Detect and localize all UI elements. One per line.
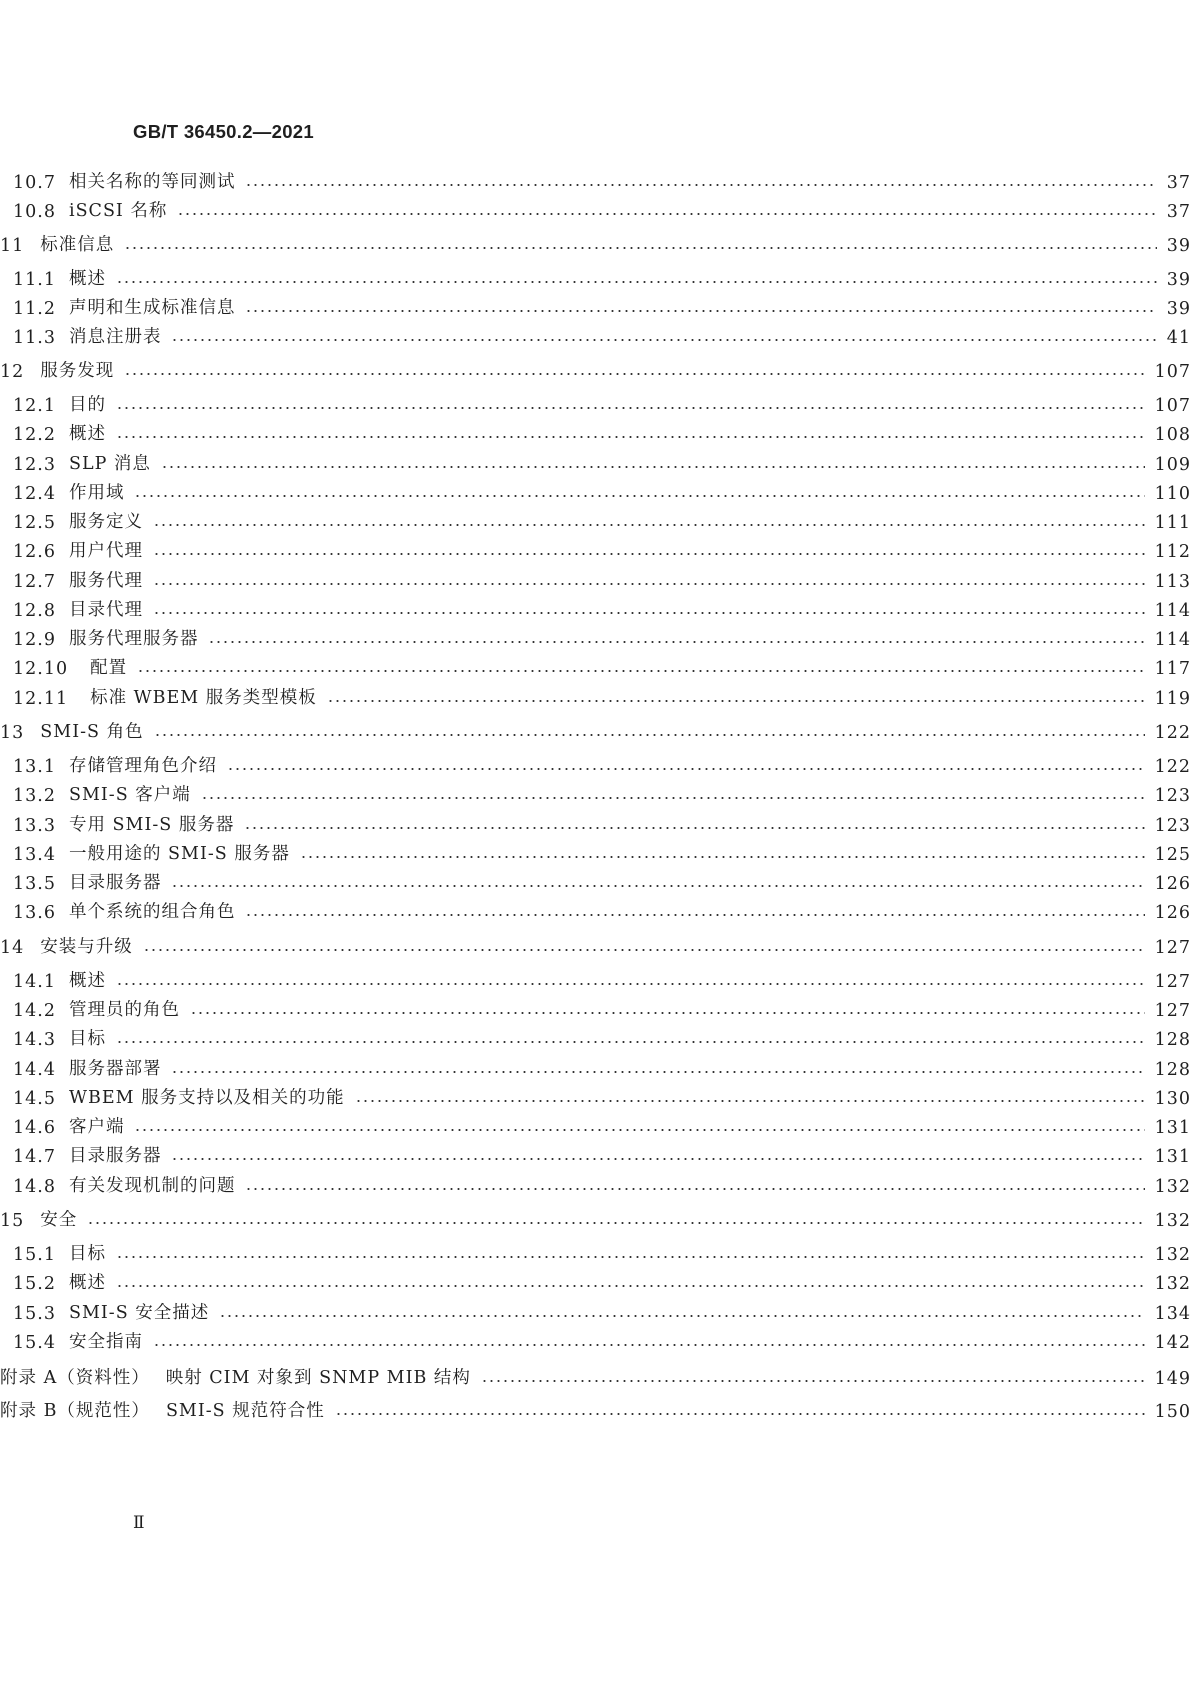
- toc-leader: [116, 281, 1157, 283]
- toc-title: 配置: [90, 658, 128, 678]
- toc-entry-13-1[interactable]: [0, 747, 1191, 777]
- toc-leader: [116, 1256, 1145, 1258]
- toc-leader: [171, 339, 1156, 341]
- toc-number: 15.1: [13, 1245, 56, 1265]
- toc-number: 12.5: [13, 513, 56, 533]
- toc-title: 服务代理: [68, 571, 143, 591]
- toc-page: 142: [1154, 1333, 1191, 1353]
- toc-title: SMI-S 安全描述: [68, 1303, 210, 1323]
- toc-page: 117: [1154, 659, 1191, 679]
- toc-leader: [116, 983, 1145, 985]
- toc-title: 概述: [68, 1273, 106, 1293]
- toc-leader: [335, 1413, 1145, 1415]
- toc-page: 149: [1154, 1369, 1191, 1389]
- toc-leader: [355, 1100, 1145, 1102]
- toc-title: 声明和生成标准信息: [68, 298, 236, 318]
- toc-entry-13-5[interactable]: [0, 864, 1191, 894]
- toc-entry-12-7[interactable]: [0, 562, 1191, 592]
- toc-title: 概述: [68, 269, 106, 289]
- toc-number: 14.2: [13, 1001, 56, 1021]
- toc-title: 目录服务器: [68, 1146, 162, 1166]
- toc-title: SLP 消息: [68, 454, 151, 474]
- toc-entry-15-1[interactable]: [0, 1235, 1191, 1265]
- toc-leader: [300, 856, 1145, 858]
- toc-leader: [177, 213, 1156, 215]
- toc-entry-14[interactable]: [0, 928, 1191, 958]
- toc-leader: [244, 827, 1144, 829]
- toc-title: 标准信息: [40, 235, 115, 255]
- toc-entry-14-5[interactable]: [0, 1079, 1191, 1109]
- toc-number: 13.5: [13, 874, 56, 894]
- toc-leader: [134, 495, 1144, 497]
- toc-entry-12-9[interactable]: [0, 620, 1191, 650]
- toc-number: 13.6: [13, 903, 56, 923]
- toc-page: 127: [1154, 938, 1191, 958]
- toc-entry-10-8[interactable]: [0, 192, 1191, 222]
- toc-page: 131: [1154, 1147, 1191, 1167]
- toc-number: 11.3: [13, 328, 56, 348]
- toc-leader: [134, 1129, 1144, 1131]
- toc-title: 安全: [40, 1210, 78, 1230]
- toc-entry-14-7[interactable]: [0, 1137, 1191, 1167]
- toc-leader: [161, 466, 1145, 468]
- toc-page: 132: [1154, 1177, 1191, 1197]
- toc-entry-14-3[interactable]: [0, 1020, 1191, 1050]
- toc-leader: [153, 583, 1145, 585]
- toc-leader: [124, 373, 1144, 375]
- toc-leader: [153, 553, 1145, 555]
- page-number: Ⅱ: [133, 1513, 145, 1533]
- toc-leader: [171, 1158, 1144, 1160]
- toc-number: 15.3: [13, 1304, 56, 1324]
- document-header: GB/T 36450.2—2021: [133, 121, 314, 142]
- toc-page: 132: [1154, 1211, 1191, 1231]
- toc-number: 11.2: [13, 299, 56, 319]
- toc-number: 13.4: [13, 845, 56, 865]
- toc-entry-12-5[interactable]: [0, 503, 1191, 533]
- toc-number: 13.2: [13, 786, 56, 806]
- toc-page: 114: [1154, 630, 1191, 650]
- toc-entry-13-3[interactable]: [0, 806, 1191, 836]
- toc-leader: [116, 436, 1145, 438]
- toc-title: 用户代理: [68, 541, 143, 561]
- toc-number: 12.8: [13, 601, 56, 621]
- toc-page: 130: [1154, 1089, 1191, 1109]
- toc-page: 39: [1166, 299, 1191, 319]
- toc-title: SMI-S 角色: [40, 722, 144, 742]
- toc-number: 10.8: [13, 202, 56, 222]
- toc-entry-13-2[interactable]: [0, 776, 1191, 806]
- toc-title: 目录服务器: [68, 873, 162, 893]
- toc-page: 150: [1154, 1402, 1191, 1422]
- toc-title: 映射 CIM 对象到 SNMP MIB 结构: [165, 1368, 471, 1388]
- toc-leader: [116, 407, 1145, 409]
- toc-entry-12-8[interactable]: [0, 591, 1191, 621]
- toc-leader: [208, 641, 1144, 643]
- toc-leader: [137, 670, 1144, 672]
- toc-number: 12.7: [13, 572, 56, 592]
- toc-leader: [245, 1188, 1144, 1190]
- toc-number: 15.2: [13, 1274, 56, 1294]
- toc-entry-12-4[interactable]: [0, 474, 1191, 504]
- toc-number: 12.10: [13, 659, 69, 679]
- toc-entry-15-2[interactable]: [0, 1264, 1191, 1294]
- toc-leader: [153, 1344, 1145, 1346]
- toc-leader: [245, 310, 1156, 312]
- toc-page: 39: [1166, 236, 1191, 256]
- toc-page: 132: [1154, 1245, 1191, 1265]
- toc-page: 127: [1154, 1001, 1191, 1021]
- toc-entry-12-11[interactable]: [0, 679, 1191, 709]
- toc-entry-12-10[interactable]: [0, 649, 1191, 679]
- toc-entry-15-4[interactable]: [0, 1323, 1191, 1353]
- toc-number: 14: [0, 938, 25, 958]
- toc-number: 15.4: [13, 1333, 56, 1353]
- toc-title: WBEM 服务支持以及相关的功能: [68, 1088, 345, 1108]
- toc-page: 128: [1154, 1030, 1191, 1050]
- toc-leader: [481, 1380, 1145, 1382]
- toc-page: 107: [1154, 362, 1191, 382]
- toc-leader: [190, 1012, 1145, 1014]
- toc-number: 14.6: [13, 1118, 56, 1138]
- toc-leader: [116, 1041, 1145, 1043]
- toc-entry-13-4[interactable]: [0, 835, 1191, 865]
- toc-page: 37: [1166, 202, 1191, 222]
- toc-number: 12.9: [13, 630, 56, 650]
- toc-page: 125: [1154, 845, 1191, 865]
- toc-title: 目录代理: [68, 600, 143, 620]
- toc-page: 107: [1154, 396, 1191, 416]
- toc-leader: [154, 734, 1145, 736]
- toc-title: 目标: [68, 1244, 106, 1264]
- toc-page: 126: [1154, 903, 1191, 923]
- toc-entry-14-8[interactable]: [0, 1167, 1191, 1197]
- toc-title: SMI-S 客户端: [68, 785, 191, 805]
- toc-title: 目的: [68, 395, 106, 415]
- toc-title: 消息注册表: [68, 327, 162, 347]
- toc-leader: [171, 1071, 1144, 1073]
- toc-entry-11-2[interactable]: [0, 289, 1191, 319]
- toc-entry-12-1[interactable]: [0, 386, 1191, 416]
- toc-title: 安装与升级: [40, 937, 133, 957]
- toc-number: 11: [0, 236, 25, 256]
- toc-leader: [171, 885, 1144, 887]
- toc-entry-12-2[interactable]: [0, 415, 1191, 445]
- toc-page: 127: [1154, 972, 1191, 992]
- toc-page: 41: [1166, 328, 1191, 348]
- toc-leader: [245, 184, 1156, 186]
- toc-leader: [327, 700, 1145, 702]
- toc-entry-14-6[interactable]: [0, 1108, 1191, 1138]
- toc-title: 概述: [68, 424, 106, 444]
- toc-leader: [143, 949, 1145, 951]
- toc-title: 安全指南: [68, 1332, 143, 1352]
- toc-title: 相关名称的等同测试: [68, 172, 236, 192]
- toc-page: 113: [1154, 572, 1191, 592]
- toc-entry-annex-a[interactable]: [0, 1359, 1191, 1389]
- toc-number: 12.6: [13, 542, 56, 562]
- toc-page: 39: [1166, 270, 1191, 290]
- toc-number: 13.3: [13, 816, 56, 836]
- toc-page: 126: [1154, 874, 1191, 894]
- toc-title: 有关发现机制的问题: [68, 1176, 236, 1196]
- toc-title: 服务定义: [68, 512, 143, 532]
- toc-page: 110: [1154, 484, 1191, 504]
- toc-entry-14-4[interactable]: [0, 1050, 1191, 1080]
- toc-entry-13[interactable]: [0, 713, 1191, 743]
- toc-entry-11-3[interactable]: [0, 318, 1191, 348]
- toc-entry-annex-b[interactable]: [0, 1392, 1191, 1422]
- toc-title: iSCSI 名称: [68, 201, 168, 221]
- toc-number: 附录 B（规范性）: [0, 1401, 150, 1421]
- toc-page: 119: [1154, 689, 1191, 709]
- toc-leader: [245, 914, 1144, 916]
- toc-number: 12.2: [13, 425, 56, 445]
- toc-entry-15-3[interactable]: [0, 1294, 1191, 1324]
- toc-page: 114: [1154, 601, 1191, 621]
- toc-page: 123: [1154, 816, 1191, 836]
- toc-title: SMI-S 规范符合性: [165, 1401, 325, 1421]
- toc-entry-11-1[interactable]: [0, 260, 1191, 290]
- toc-entry-12-6[interactable]: [0, 532, 1191, 562]
- toc-number: 14.1: [13, 972, 56, 992]
- toc-leader: [153, 524, 1145, 526]
- toc-entry-14-2[interactable]: [0, 991, 1191, 1021]
- toc-number: 13.1: [13, 757, 56, 777]
- toc-title: 标准 WBEM 服务类型模板: [90, 688, 317, 708]
- toc-leader: [153, 612, 1145, 614]
- toc-title: 服务代理服务器: [68, 629, 199, 649]
- toc-leader: [124, 247, 1156, 249]
- toc-leader: [201, 797, 1145, 799]
- toc-entry-12[interactable]: [0, 352, 1191, 382]
- toc-title: 单个系统的组合角色: [68, 902, 236, 922]
- toc-entry-14-1[interactable]: [0, 962, 1191, 992]
- toc-page: 128: [1154, 1060, 1191, 1080]
- toc-title: 服务发现: [40, 361, 115, 381]
- toc-page: 108: [1154, 425, 1191, 445]
- toc-entry-13-6[interactable]: [0, 893, 1191, 923]
- toc-leader: [116, 1285, 1145, 1287]
- toc-title: 存储管理角色介绍: [68, 756, 217, 776]
- toc-page: 123: [1154, 786, 1191, 806]
- toc-page: 112: [1154, 542, 1191, 562]
- toc-leader: [227, 768, 1145, 770]
- toc-number: 附录 A（资料性）: [0, 1368, 150, 1388]
- toc-page: 132: [1154, 1274, 1191, 1294]
- toc-title: 客户端: [68, 1117, 125, 1137]
- toc-title: 服务器部署: [68, 1059, 162, 1079]
- toc-number: 10.7: [13, 173, 56, 193]
- toc-page: 131: [1154, 1118, 1191, 1138]
- toc-entry-15[interactable]: [0, 1201, 1191, 1231]
- toc-number: 12.4: [13, 484, 56, 504]
- toc-number: 12.11: [13, 689, 69, 709]
- toc-number: 15: [0, 1211, 25, 1231]
- toc-title: 管理员的角色: [68, 1000, 180, 1020]
- toc-number: 12: [0, 362, 25, 382]
- toc-number: 12.3: [13, 455, 56, 475]
- toc-number: 14.7: [13, 1147, 56, 1167]
- toc-title: 概述: [68, 971, 106, 991]
- toc-title: 一般用途的 SMI-S 服务器: [68, 844, 290, 864]
- toc-page: 122: [1154, 723, 1191, 743]
- toc-leader: [87, 1222, 1144, 1224]
- toc-entry-10-7[interactable]: [0, 163, 1191, 193]
- toc-page: 37: [1166, 173, 1191, 193]
- toc-number: 12.1: [13, 396, 56, 416]
- toc-number: 11.1: [13, 270, 56, 290]
- toc-page: 109: [1154, 455, 1191, 475]
- toc-leader: [219, 1315, 1144, 1317]
- toc-page: 122: [1154, 757, 1191, 777]
- toc-number: 14.5: [13, 1089, 56, 1109]
- toc-page: 134: [1154, 1304, 1191, 1324]
- toc-title: 作用域: [68, 483, 125, 503]
- toc-number: 14.3: [13, 1030, 56, 1050]
- toc-number: 14.8: [13, 1177, 56, 1197]
- toc-number: 13: [0, 723, 25, 743]
- toc-entry-12-3[interactable]: [0, 445, 1191, 475]
- toc-title: 专用 SMI-S 服务器: [68, 815, 235, 835]
- toc-page: 111: [1154, 513, 1191, 533]
- toc-number: 14.4: [13, 1060, 56, 1080]
- toc-entry-11[interactable]: [0, 226, 1191, 256]
- toc-title: 目标: [68, 1029, 106, 1049]
